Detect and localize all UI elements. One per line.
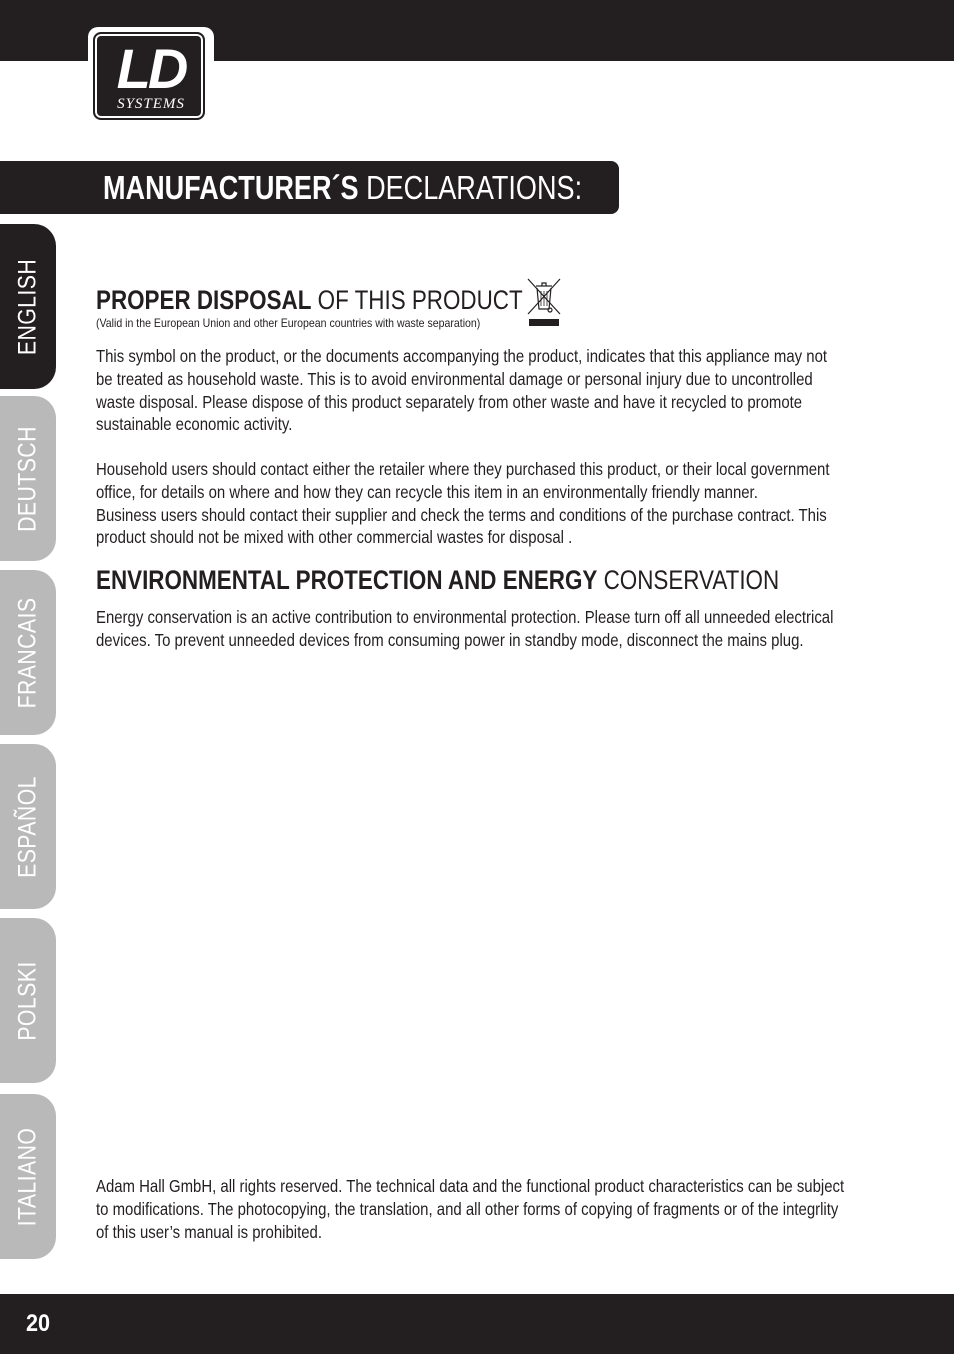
environment-heading	[96, 565, 779, 595]
section-title-bar	[0, 161, 619, 214]
ld-systems-logo	[88, 27, 214, 128]
tab-label: ENGLISH	[13, 258, 42, 355]
page-title-bold: MANUFACTURER´S	[103, 169, 359, 206]
disposal-paragraph-2	[96, 458, 864, 549]
copyright-notice	[96, 1175, 864, 1243]
text-line: Business users should contact their supplier and check the terms and conditions of the purchase contract. This	[96, 504, 827, 525]
environment-paragraph	[96, 606, 864, 652]
text-line: sustainable economic activity.	[96, 414, 293, 435]
text-line: Household users should contact either the retailer where they purchased this product, or their local government	[96, 459, 830, 479]
tab-label: DEUTSCH	[13, 425, 42, 532]
text-line: of this user’s manual is prohibited.	[96, 1221, 322, 1242]
crossed-out-wheelie-bin-icon	[525, 276, 563, 328]
page-title	[103, 161, 582, 214]
tab-label: FRANCAIS	[13, 597, 42, 708]
environment-heading-regular: CONSERVATION	[597, 565, 780, 595]
tab-deutsch[interactable]	[0, 396, 56, 561]
text-line: This symbol on the product, or the documents accompanying the product, indicates that this appliance may not	[96, 346, 828, 366]
tab-francais[interactable]	[0, 570, 56, 735]
disposal-note: (Valid in the European Union and other European countries with waste separation)	[96, 316, 481, 330]
tab-label: POLSKI	[13, 960, 42, 1041]
text-line: product should not be mixed with other commercial wastes for disposal .	[96, 527, 573, 548]
disposal-heading	[96, 285, 523, 315]
disposal-heading-regular: OF THIS PRODUCT	[311, 285, 523, 315]
disposal-paragraph-1	[96, 345, 864, 436]
bottom-bar	[0, 1294, 954, 1354]
text-line: Energy conservation is an active contribution to environmental protection. Please turn off all unneeded electrical	[96, 607, 834, 627]
tab-italiano[interactable]	[0, 1094, 56, 1259]
text-line: to modifications. The photocopying, the translation, and all other forms of copying of fragments or of the integrlity	[96, 1198, 839, 1219]
text-line: office, for details on where and how they can recycle this item in an environmentally friendly manner.	[96, 481, 758, 502]
text-line: Adam Hall GmbH, all rights reserved. The technical data and the functional product characteristics can be subject	[96, 1176, 845, 1196]
text-line: be treated as household waste. This is to avoid environmental damage or personal injury due to uncontrolled	[96, 368, 813, 389]
page-number: 20	[26, 1310, 51, 1337]
environment-heading-bold: ENVIRONMENTAL PROTECTION AND ENERGY	[96, 565, 598, 595]
logo-main-text: LD	[116, 37, 186, 100]
tab-polski[interactable]	[0, 918, 56, 1083]
disposal-heading-bold: PROPER DISPOSAL	[96, 285, 312, 315]
tab-english[interactable]	[0, 224, 56, 389]
text-line: devices. To prevent unneeded devices from consuming power in standby mode, disconnect the mains plug.	[96, 629, 804, 650]
text-line: waste disposal. Please dispose of this product separately from other waste and have it recycled to promote	[96, 391, 803, 412]
logo-badge	[93, 32, 205, 120]
page-title-regular: DECLARATIONS:	[358, 169, 583, 206]
tab-label: ESPAÑOL	[13, 775, 42, 878]
tab-espanol[interactable]	[0, 744, 56, 909]
logo-sub-text: SYSTEMS	[117, 96, 185, 112]
tab-label: ITALIANO	[13, 1127, 42, 1226]
